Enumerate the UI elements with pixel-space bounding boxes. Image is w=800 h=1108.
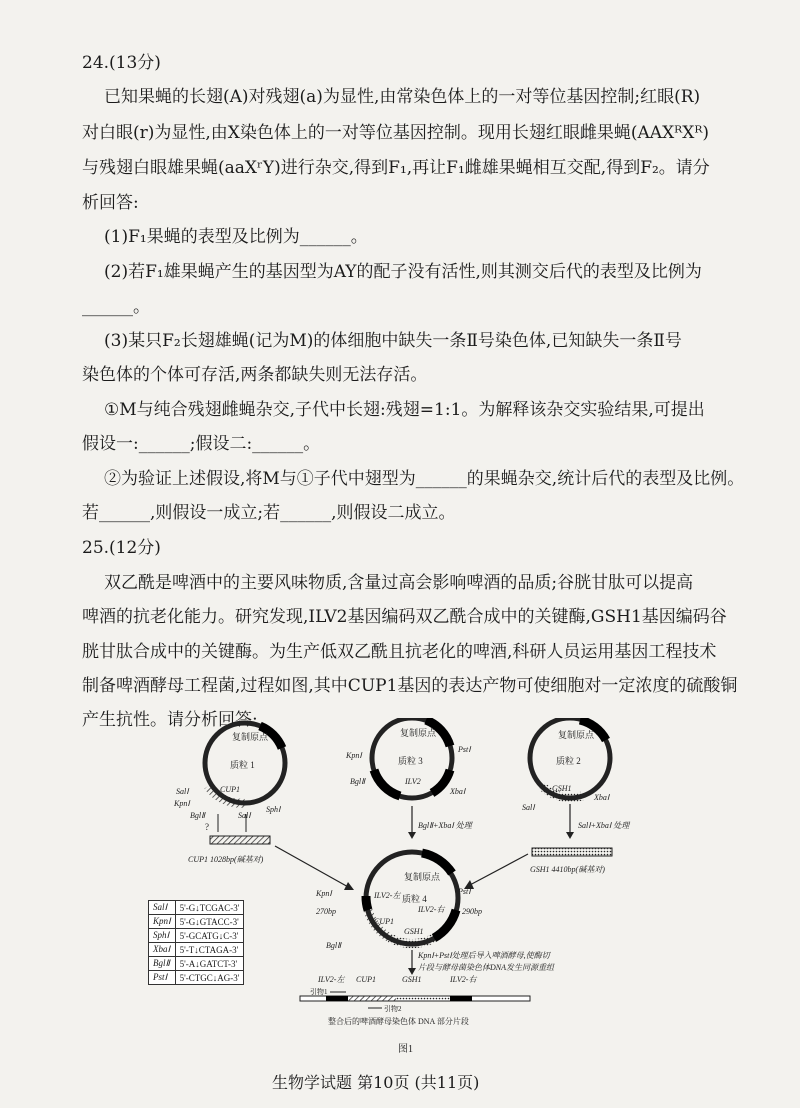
note-line-2: 片段与酵母菌染色体DNA发生同源重组 <box>418 963 554 972</box>
primer-2-label: 引物2 <box>384 1005 402 1013</box>
q25-header: 25.(12分) <box>82 538 161 558</box>
dna-gsh1: GSH1 <box>402 975 422 984</box>
plasmid-3-label: 质粒 3 <box>398 756 423 766</box>
plasmid-4-290bp: 290bp <box>462 907 482 916</box>
arrow-to-plasmid4-right <box>468 854 528 886</box>
enzyme-table <box>148 900 244 985</box>
plasmid-4-bgl2: BglⅡ <box>326 941 342 950</box>
enzyme-site: 5'-CTGC↓AG-3' <box>175 971 244 985</box>
dna-cup1: CUP1 <box>356 975 376 984</box>
plasmid-4-ori: 复制原点 <box>404 872 441 882</box>
plasmid-2-gsh1: GSH1 <box>552 784 572 793</box>
plasmid-4-pst1: PstⅠ <box>458 887 471 896</box>
plasmid-1-kpn1: KpnⅠ <box>174 799 190 808</box>
plasmid-4-270bp: 270bp <box>316 907 336 916</box>
cup1-fragment <box>210 836 270 844</box>
plasmid-4-kpn1: KpnⅠ <box>316 889 332 898</box>
plasmid-4-ilv2-right: ILV2-右 <box>418 905 445 914</box>
enzyme-name: PstⅠ <box>149 971 176 985</box>
enzyme-row <box>149 901 244 915</box>
plasmid-1 <box>173 723 285 832</box>
plasmid-1-sal1: SalⅠ <box>176 787 189 796</box>
enzyme-name: BglⅡ <box>149 957 176 971</box>
plasmid-4-gsh1: GSH1 <box>404 927 424 936</box>
q24-sub3: (3)某只F₂长翅雄蝇(记为M)的体细胞中缺失一条Ⅱ号染色体,已知缺失一条Ⅱ号 <box>104 331 682 351</box>
q25-para-line: 产生抗性。请分析回答: <box>82 710 258 730</box>
arrow-to-plasmid4-left <box>275 846 350 888</box>
plasmid-4-ilv2-left: ILV2-左 <box>374 891 401 900</box>
enzyme-name: XbaⅠ <box>149 943 176 957</box>
enzyme-row <box>149 971 244 985</box>
enzyme-site: 5'-T↓CTAGA-3' <box>175 943 244 957</box>
q24-sub2: (2)若F₁雄果蝇产生的基因型为AY的配子没有活性,则其测交后代的表型及比例为 <box>104 262 702 282</box>
enzyme-row <box>149 929 244 943</box>
plasmid-1-question: ? <box>205 822 209 832</box>
enzyme-row <box>149 943 244 957</box>
enzyme-site: 5'-GCATG↓C-3' <box>175 929 244 943</box>
q24-para-line: 析回答: <box>82 193 139 213</box>
plasmid-3-pst1: PstⅠ <box>458 745 471 754</box>
enzyme-row <box>149 915 244 929</box>
q24-sub3-item2-line2: 若______,则假设一成立;若______,则假设二成立。 <box>82 503 456 523</box>
plasmid-1-sph1: SphⅠ <box>266 805 281 814</box>
enzyme-site: 5'-G↓GTACC-3' <box>175 915 244 929</box>
q24-para-line: 已知果蝇的长翅(A)对残翅(a)为显性,由常染色体上的一对等位基因控制;红眼(R) <box>104 87 701 107</box>
plasmid-3-bgl2: BglⅡ <box>350 777 366 786</box>
q24-sub1: (1)F₁果蝇的表型及比例为______。 <box>104 227 368 247</box>
plasmid-4 <box>315 852 482 950</box>
step-3-label: BglⅡ+XbaⅠ 处理 <box>418 821 472 830</box>
note-line-1: KpnⅠ+PstⅠ处理后导入啤酒酵母,使酶切 <box>418 951 550 960</box>
figure-1 <box>150 718 670 1058</box>
dna-segment-ilv2-right <box>450 996 472 1001</box>
plasmid-1-cup1: CUP1 <box>220 785 240 794</box>
cup1-fragment-label: CUP1 1028bp(碱基对) <box>188 855 264 864</box>
plasmid-2-ori: 复制原点 <box>558 730 595 740</box>
plasmid-1-label: 质粒 1 <box>230 760 255 770</box>
q24-sub2-blank: ______。 <box>82 297 150 317</box>
q25-para-line: 双乙酰是啤酒中的主要风味物质,含量过高会影响啤酒的品质;谷胱甘肽可以提高 <box>104 573 694 593</box>
enzyme-row <box>149 957 244 971</box>
plasmid-4-label: 质粒 4 <box>402 894 427 904</box>
step-2-label: SalⅠ+XbaⅠ 处理 <box>578 821 630 830</box>
enzyme-name: SphⅠ <box>149 929 176 943</box>
plasmid-3 <box>345 718 472 798</box>
plasmid-3-xba1: XbaⅠ <box>450 787 466 796</box>
enzyme-name: SalⅠ <box>149 901 176 915</box>
plasmid-2-sal1: SalⅠ <box>522 803 535 812</box>
q25-para-line: 制备啤酒酵母工程菌,过程如图,其中CUP1基因的表达产物可使细胞对一定浓度的硫酸铜 <box>82 676 738 696</box>
q24-sub3-item1: ①M与纯合残翅雌蝇杂交,子代中长翅:残翅=1:1。为解释该杂交实验结果,可提出 <box>104 400 705 420</box>
plasmid-3-kpn1: KpnⅠ <box>346 751 362 760</box>
gsh1-fragment-label: GSH1 4410bp(碱基对) <box>530 865 605 874</box>
q24-sub3-item2: ②为验证上述假设,将M与①子代中翅型为______的果蝇杂交,统计后代的表型及比例。 <box>104 469 745 489</box>
dna-segment-cup1 <box>348 996 396 1001</box>
plasmid-3-ilv2: ILV2 <box>405 777 421 786</box>
plasmid-2-label: 质粒 2 <box>556 756 581 766</box>
dna-segment-ilv2-left <box>326 996 348 1001</box>
q24-para-line: 对白眼(r)为显性,由X染色体上的一对等位基因控制。现用长翅红眼雌果蝇(AAXᴿXᴿ) <box>82 123 710 143</box>
enzyme-name: KpnⅠ <box>149 915 176 929</box>
enzyme-site: 5'-G↓TCGAC-3' <box>175 901 244 915</box>
primer-1-label: 引物1 <box>310 988 328 996</box>
plasmid-3-ori: 复制原点 <box>400 728 437 738</box>
q25-para-line: 胱甘肽合成中的关键酶。为生产低双乙酰且抗老化的啤酒,科研人员运用基因工程技术 <box>82 642 717 662</box>
dna-ilv2-right: ILV2-右 <box>450 975 477 984</box>
integrated-dna <box>300 975 530 1026</box>
q24-sub3-line2: 染色体的个体可存活,两条都缺失则无法存活。 <box>82 365 428 385</box>
plasmid-1-sal1b: SalⅠ <box>238 811 251 820</box>
figure-caption: 图1 <box>398 1044 413 1055</box>
enzyme-site: 5'-A↓GATCT-3' <box>175 957 244 971</box>
q24-para-line: 与残翅白眼雄果蝇(aaXʳY)进行杂交,得到F₁,再让F₁雌雄果蝇相互交配,得到F₂。请分 <box>82 158 710 178</box>
plasmid-4-cup1: CUP1 <box>374 917 394 926</box>
dna-ilv2-left: ILV2-左 <box>318 975 345 984</box>
dna-segment-gsh1 <box>396 996 450 1001</box>
q24-header: 24.(13分) <box>82 53 161 73</box>
plasmid-2 <box>522 718 611 812</box>
q25-para-line: 啤酒的抗老化能力。研究发现,ILV2基因编码双乙酰合成中的关键酶,GSH1基因编码谷 <box>82 607 727 627</box>
gsh1-fragment <box>532 848 612 856</box>
plasmid-1-bgl2: BglⅡ <box>190 811 206 820</box>
page-footer: 生物学试题 第10页 (共11页) <box>272 1073 480 1092</box>
q24-sub3-item1-line2: 假设一:______;假设二:______。 <box>82 434 321 454</box>
plasmid-2-xba1: XbaⅠ <box>594 793 610 802</box>
dna-caption: 整合后的啤酒酵母染色体 DNA 部分片段 <box>328 1017 469 1026</box>
plasmid-1-ori: 复制原点 <box>232 732 269 742</box>
